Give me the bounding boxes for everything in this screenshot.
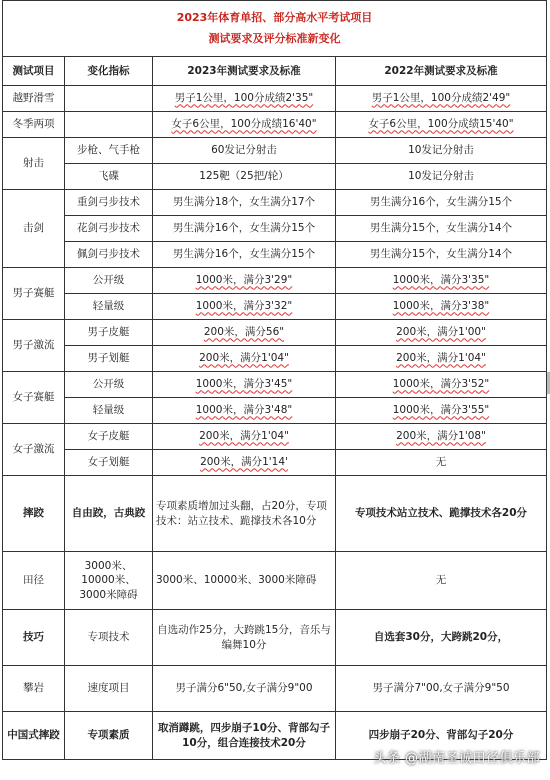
cell-item: 技巧: [3, 610, 65, 666]
cell-item: 射击: [3, 138, 65, 190]
cell-2022: 1000米，满分3'38": [336, 294, 547, 320]
table-row: [3, 86, 547, 112]
table-row: [3, 552, 547, 610]
cell-2023: 200米，满分1'04": [153, 346, 336, 372]
cell-indicator: 轻量级: [65, 294, 153, 320]
cell-indicator: 飞碟: [65, 164, 153, 190]
cell-2023: 男生满分16个，女生满分15个: [153, 216, 336, 242]
cell-2023: 200米，满分1'04": [153, 424, 336, 450]
cell-2022: 200米，满分1'00": [336, 320, 547, 346]
cell-2022: 200米，满分1'08": [336, 424, 547, 450]
cell-item: 击剑: [3, 190, 65, 268]
cell-2023: 200米，满分1'14': [153, 450, 336, 476]
cell-indicator: 重剑弓步技术: [65, 190, 153, 216]
cell-2022: 10发记分射击: [336, 164, 547, 190]
cell-indicator: 女子皮艇: [65, 424, 153, 450]
cell-item: 男子赛艇: [3, 268, 65, 320]
table-row: [3, 164, 547, 190]
cell-indicator: [65, 112, 153, 138]
cell-2023: 取消蹲跳，四步崩子10分、背部勾子 10分，组合连接技术20分: [153, 712, 336, 760]
header-row: [3, 57, 547, 86]
table-row: [3, 424, 547, 450]
cell-2022: 男生满分15个，女生满分14个: [336, 216, 547, 242]
cell-indicator: 公开级: [65, 268, 153, 294]
cell-2022: 1000米，满分3'55": [336, 398, 547, 424]
cell-2022: 男子1公里，100分成绩2'49": [336, 86, 547, 112]
title-line-1: 2023年体育单招、部分高水平考试项目: [176, 10, 373, 24]
cell-item: 冬季两项: [3, 112, 65, 138]
cell-indicator: 男子皮艇: [65, 320, 153, 346]
title-row: [3, 1, 547, 57]
table-row: [3, 138, 547, 164]
cell-indicator: 男子划艇: [65, 346, 153, 372]
cell-item: 摔跤: [3, 476, 65, 552]
title-line-2: 测试要求及评分标准新变化: [208, 31, 341, 45]
cell-indicator: 公开级: [65, 372, 153, 398]
cell-2023: 1000米，满分3'48": [153, 398, 336, 424]
cell-2022: 专项技术站立技术、跪撑技术各20分: [336, 476, 547, 552]
cell-2023: 男子1公里，100分成绩2'35": [153, 86, 336, 112]
cell-2023: 200米，满分56": [153, 320, 336, 346]
cell-item: 中国式摔跤: [3, 712, 65, 760]
cell-item: 田径: [3, 552, 65, 610]
table-row: [3, 398, 547, 424]
table-row: [3, 666, 547, 712]
cell-indicator: [65, 86, 153, 112]
cell-indicator: 佩剑弓步技术: [65, 242, 153, 268]
cell-2023: 男生满分18个，女生满分17个: [153, 190, 336, 216]
cell-indicator: 女子划艇: [65, 450, 153, 476]
table-row: [3, 372, 547, 398]
cell-2022: 女子6公里，100分成绩15'40": [336, 112, 547, 138]
cell-indicator: 3000米、10000米、3000米障碍: [65, 552, 153, 610]
header-2023: 2023年测试要求及标准: [153, 57, 336, 86]
cell-2022: 四步崩子20分、背部勾子20分: [336, 712, 547, 760]
cell-2022: 10发记分射击: [336, 138, 547, 164]
cell-2023: 女子6公里，100分成绩16'40": [153, 112, 336, 138]
cell-indicator: 轻量级: [65, 398, 153, 424]
cell-2023: 1000米，满分3'45": [153, 372, 336, 398]
table-row: [3, 242, 547, 268]
table-row: [3, 476, 547, 552]
table-row: [3, 268, 547, 294]
cell-indicator: 步枪、气手枪: [65, 138, 153, 164]
cell-indicator: 速度项目: [65, 666, 153, 712]
table-row: [3, 346, 547, 372]
cell-item: 男子激流: [3, 320, 65, 372]
table-row: [3, 450, 547, 476]
cell-2023: 60发记分射击: [153, 138, 336, 164]
table-row: [3, 112, 547, 138]
comparison-table: [2, 0, 547, 760]
table-row: [3, 610, 547, 666]
cell-2023: 男子满分6"50,女子满分9"00: [153, 666, 336, 712]
cell-2022: 自选套30分，大跨跳20分，: [336, 610, 547, 666]
cell-indicator: 花剑弓步技术: [65, 216, 153, 242]
cell-2022: 200米，满分1'04": [336, 346, 547, 372]
cell-2023: 专项素质增加过头翻，占20分，专项 技术：站立技术、跪撑技术各10分: [153, 476, 336, 552]
cell-2022: 无: [336, 552, 547, 610]
table-row: [3, 320, 547, 346]
cell-2022: 男子满分7"00,女子满分9"50: [336, 666, 547, 712]
header-item: 测试项目: [3, 57, 65, 86]
cell-indicator: 自由跤，古典跤: [65, 476, 153, 552]
cell-2022: 无: [336, 450, 547, 476]
cell-2023: 1000米，满分3'29": [153, 268, 336, 294]
header-2022: 2022年测试要求及标准: [336, 57, 547, 86]
cell-indicator: 专项素质: [65, 712, 153, 760]
table-row: [3, 294, 547, 320]
cell-2022: 1000米，满分3'35": [336, 268, 547, 294]
cell-2023: 1000米，满分3'32": [153, 294, 336, 320]
cell-2023: 自选动作25分，大跨跳15分，音乐与编舞10分: [153, 610, 336, 666]
cell-item: 越野滑雪: [3, 86, 65, 112]
cell-2023: 男生满分16个，女生满分15个: [153, 242, 336, 268]
cell-item: 女子赛艇: [3, 372, 65, 424]
cell-item: 攀岩: [3, 666, 65, 712]
table-row: [3, 216, 547, 242]
cell-2023: 125靶（25把/轮）: [153, 164, 336, 190]
cell-item: 女子激流: [3, 424, 65, 476]
table-row: [3, 190, 547, 216]
cell-indicator: 专项技术: [65, 610, 153, 666]
cell-2022: 男生满分16个，女生满分15个: [336, 190, 547, 216]
comparison-sheet: [2, 0, 546, 760]
cell-2023: 3000米、10000米、3000米障碍: [153, 552, 336, 610]
header-indicator: 变化指标: [65, 57, 153, 86]
watermark: 头条 @湖南圣诚田径俱乐部: [373, 751, 540, 766]
cell-2022: 1000米，满分3'52": [336, 372, 547, 398]
cell-2022: 男生满分15个，女生满分14个: [336, 242, 547, 268]
